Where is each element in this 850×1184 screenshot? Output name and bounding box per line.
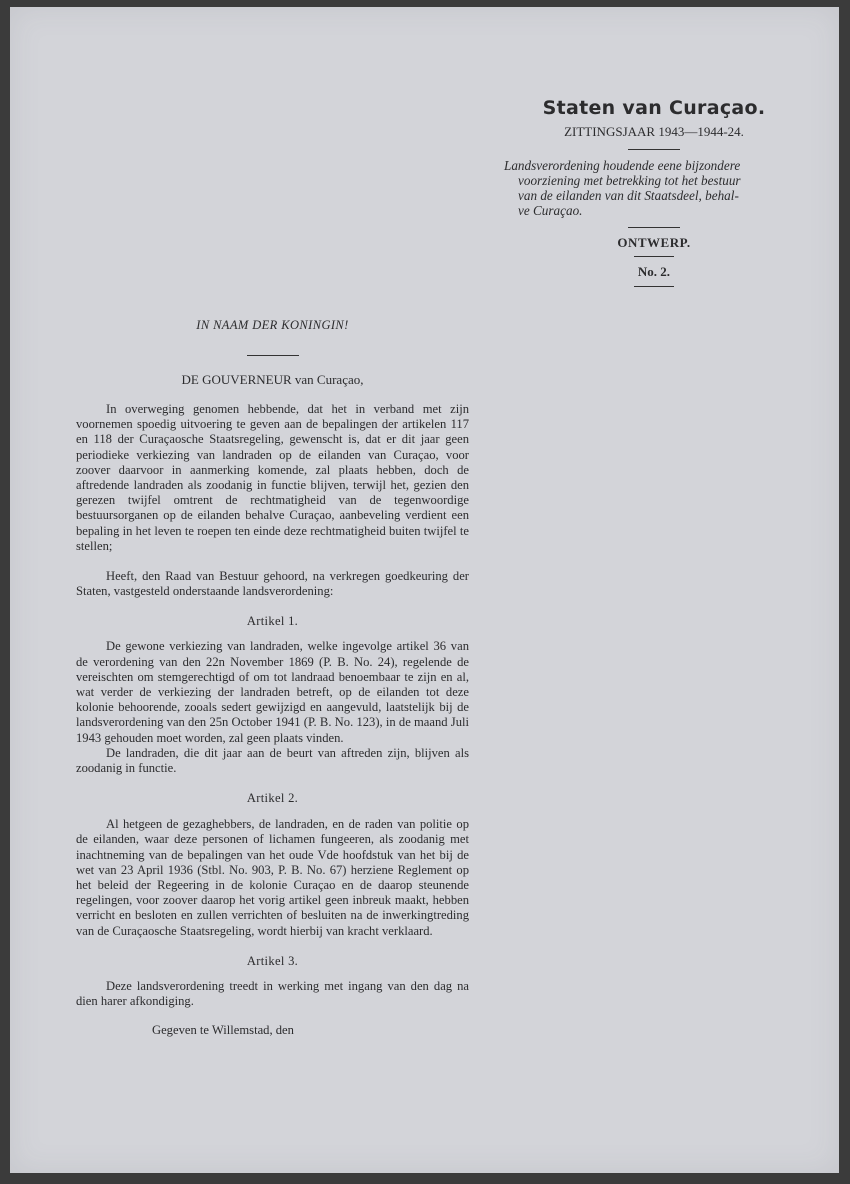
session-year: ZITTINGSJAAR 1943—1944-24.: [564, 124, 744, 139]
preamble: In overweging genomen hebbende, dat het in verband met zijn voornemen spoedig uitvoering te geven aan de bepalingen der artikelen 117 en 118 der Curaçaosche Staatsregeling, gewenscht is, dat er dit jaar geen periodieke verkiezing van landraden op de eilanden van Curaçao, voor zoover daarvoor in aanmerking komende, zal plaats hebben, doch de aftredende landraden als zoodanig in functie blijven, terwijl het, gezien den gerezen twijfel omtrent de rechtmatigheid van de tegenwoordige bestuursorganen op de eilanden behalve Curaçao, aanbeveling verdient een bepaling in het leven te roepen ten einde deze rechtmatigheid buiten twijfel te stellen;: [76, 402, 469, 553]
article-3-title: Artikel 3.: [246, 953, 299, 968]
ordinance-description: [504, 158, 804, 218]
article-1-paragraph-2: De landraden, die dit jaar aan de beurt van aftreden zijn, blijven als zoodanig in functie.: [76, 745, 469, 776]
document-title: Staten van Curaçao.: [542, 97, 766, 119]
enactment-clause: Heeft, den Raad van Bestuur gehoord, na verkregen goedkeuring der Staten, vastgesteld onderstaande landsverordening:: [76, 569, 469, 599]
document-page: [10, 7, 839, 1173]
signed-at: Gegeven te Willemstad, den: [152, 1023, 294, 1038]
article-1-paragraph-1: De gewone verkiezing van landraden, welke ingevolge artikel 36 van de verordening van den 22n November 1869 (P. B. No. 24), regelende de vereischten om stemgerechtigd of om tot landraad benoembaar te zijn en al, wat verder de verkiezing der landraden betreft, op de eilanden tot deze kolonie behoorende, zooals sedert gewijzigd en aangevuld, laatstelijk bij de landsverordening van den 25n October 1941 (P. B. No. 123), in de maand Juli 1943 gehouden moet worden, zal geen plaats vinden.: [76, 639, 469, 745]
description-line: Landsverordening houdende eene bijzondere: [504, 158, 741, 173]
header-rule-3: [634, 256, 674, 257]
article-1-title: Artikel 1.: [246, 614, 299, 629]
description-line: ve Curaçao.: [518, 203, 583, 218]
document-body: [76, 317, 469, 1039]
article-2-paragraph-1: Al hetgeen de gezaghebbers, de landraden, en de raden van politie op de eilanden, waar deze personen of lichamen fungeeren, als zoodanig met inachtneming van de bepalingen van het oude Vde hoofdstuk van het bij de wet van 23 April 1936 (Stbl. No. 903, P. B. No. 67) herziene Reglement op het beleid der Regeering in de kolonie Curaçao en de daarop steunende regelingen, voor zoover daarop het vorig artikel geen inbreuk maakt, hebben verricht en besloten en zullen verrichten of besluiten na de inwerkingtreding van de Curaçaosche Staatsregeling, wordt hierbij van kracht verklaard.: [76, 817, 469, 938]
description-line: voorziening met betrekking tot het bestuur: [518, 173, 741, 188]
header-rule-2: [628, 227, 680, 228]
draft-label: ONTWERP.: [617, 235, 691, 250]
description-line: van de eilanden van dit Staatsdeel, behal-: [518, 188, 739, 203]
draft-number: No. 2.: [637, 264, 671, 279]
document-header: [504, 95, 804, 287]
body-rule: [247, 355, 299, 356]
header-rule-1: [628, 149, 680, 150]
header-rule-4: [634, 286, 674, 287]
article-3-paragraph-1: Deze landsverordening treedt in werking met ingang van den dag na dien harer afkondiging.: [76, 978, 469, 1009]
article-2-title: Artikel 2.: [246, 791, 299, 806]
governor-heading: DE GOUVERNEUR van Curaçao,: [181, 372, 364, 387]
invocation: IN NAAM DER KONINGIN!: [196, 318, 349, 332]
